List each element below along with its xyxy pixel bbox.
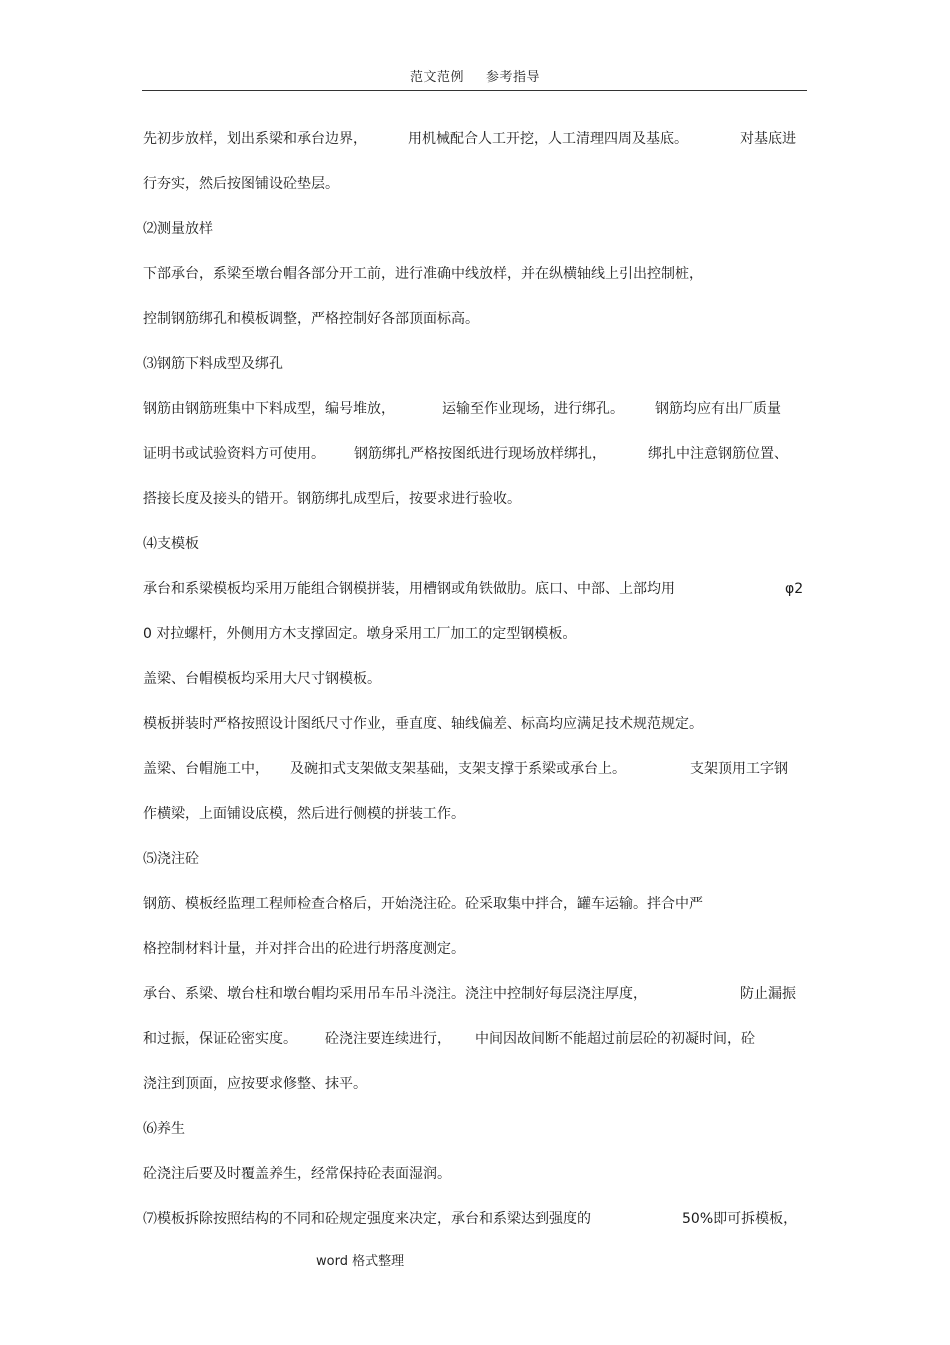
line-25-seg-2: 50%即可拆模板， xyxy=(682,1211,798,1227)
header-divider xyxy=(142,90,807,91)
line-5-seg-1: 控制钢筋绑孔和模板调整，严格控制好各部顶面标高。 xyxy=(143,311,479,327)
line-21-seg-1: 和过振，保证砼密实度。 xyxy=(143,1031,297,1047)
line-10-seg-1: ⑷支模板 xyxy=(143,536,199,552)
line-7-seg-3: 钢筋均应有出厂质量 xyxy=(655,401,781,417)
line-16-seg-1: 作横梁，上面铺设底模，然后进行侧模的拼装工作。 xyxy=(143,806,465,822)
line-8-seg-1: 证明书或试验资料方可使用。 xyxy=(143,446,325,462)
line-17-seg-1: ⑸浇注砼 xyxy=(143,851,199,867)
line-15-seg-2: 及碗扣式支架做支架基础，支架支撑于系梁或承台上。 xyxy=(290,761,626,777)
line-9-seg-1: 搭接长度及接头的错开。钢筋绑扎成型后，按要求进行验收。 xyxy=(143,491,521,507)
page-footer: word 格式整理 xyxy=(316,1254,405,1269)
line-25-seg-1: ⑺模板拆除按照结构的不同和砼规定强度来决定，承台和系梁达到强度的 xyxy=(143,1211,591,1227)
line-4-seg-1: 下部承台，系梁至墩台帽各部分开工前，进行准确中线放样，并在纵横轴线上引出控制桩， xyxy=(143,266,703,282)
line-21-seg-2: 砼浇注要连续进行， xyxy=(325,1031,451,1047)
line-13-seg-1: 盖梁、台帽模板均采用大尺寸钢模板。 xyxy=(143,671,381,687)
line-24-seg-1: 砼浇注后要及时覆盖养生，经常保持砼表面湿润。 xyxy=(143,1166,451,1182)
header-right: 参考指导 xyxy=(486,70,541,85)
line-20-seg-1: 承台、系梁、墩台柱和墩台帽均采用吊车吊斗浇注。浇注中控制好每层浇注厚度， xyxy=(143,986,647,1002)
line-2-seg-1: 行夯实，然后按图铺设砼垫层。 xyxy=(143,176,339,192)
line-14-seg-1: 模板拼装时严格按照设计图纸尺寸作业，垂直度、轴线偏差、标高均应满足技术规范规定。 xyxy=(143,716,703,732)
line-8-seg-3: 绑扎中注意钢筋位置、 xyxy=(648,446,788,462)
line-12-seg-1: 0 对拉螺杆，外侧用方木支撑固定。墩身采用工厂加工的定型钢模板。 xyxy=(143,626,577,642)
line-3-seg-1: ⑵测量放样 xyxy=(143,221,213,237)
line-6-seg-1: ⑶钢筋下料成型及绑孔 xyxy=(143,356,283,372)
line-19-seg-1: 格控制材料计量，并对拌合出的砼进行坍落度测定。 xyxy=(143,941,465,957)
line-20-seg-2: 防止漏振 xyxy=(740,986,796,1002)
line-15-seg-3: 支架顶用工字钢 xyxy=(690,761,788,777)
line-1-seg-1: 先初步放样，划出系梁和承台边界， xyxy=(143,131,367,147)
line-23-seg-1: ⑹养生 xyxy=(143,1121,185,1137)
line-18-seg-1: 钢筋、模板经监理工程师检查合格后，开始浇注砼。砼采取集中拌合，罐车运输。拌合中严 xyxy=(143,896,703,912)
page-header xyxy=(0,66,950,85)
line-15-seg-1: 盖梁、台帽施工中， xyxy=(143,761,269,777)
line-7-seg-1: 钢筋由钢筋班集中下料成型，编号堆放， xyxy=(143,401,395,417)
line-11-seg-1: 承台和系梁模板均采用万能组合钢模拼装，用槽钢或角铁做肋。底口、中部、上部均用 xyxy=(143,581,675,597)
line-1-seg-2: 用机械配合人工开挖，人工清理四周及基底。 xyxy=(408,131,688,147)
header-left: 范文范例 xyxy=(409,70,464,85)
line-22-seg-1: 浇注到顶面，应按要求修整、抹平。 xyxy=(143,1076,367,1092)
line-8-seg-2: 钢筋绑扎严格按图纸进行现场放样绑扎， xyxy=(354,446,606,462)
line-7-seg-2: 运输至作业现场，进行绑孔。 xyxy=(442,401,624,417)
line-1-seg-3: 对基底进 xyxy=(740,131,796,147)
line-11-seg-2: φ2 xyxy=(785,581,804,597)
line-21-seg-3: 中间因故间断不能超过前层砼的初凝时间，砼 xyxy=(475,1031,755,1047)
